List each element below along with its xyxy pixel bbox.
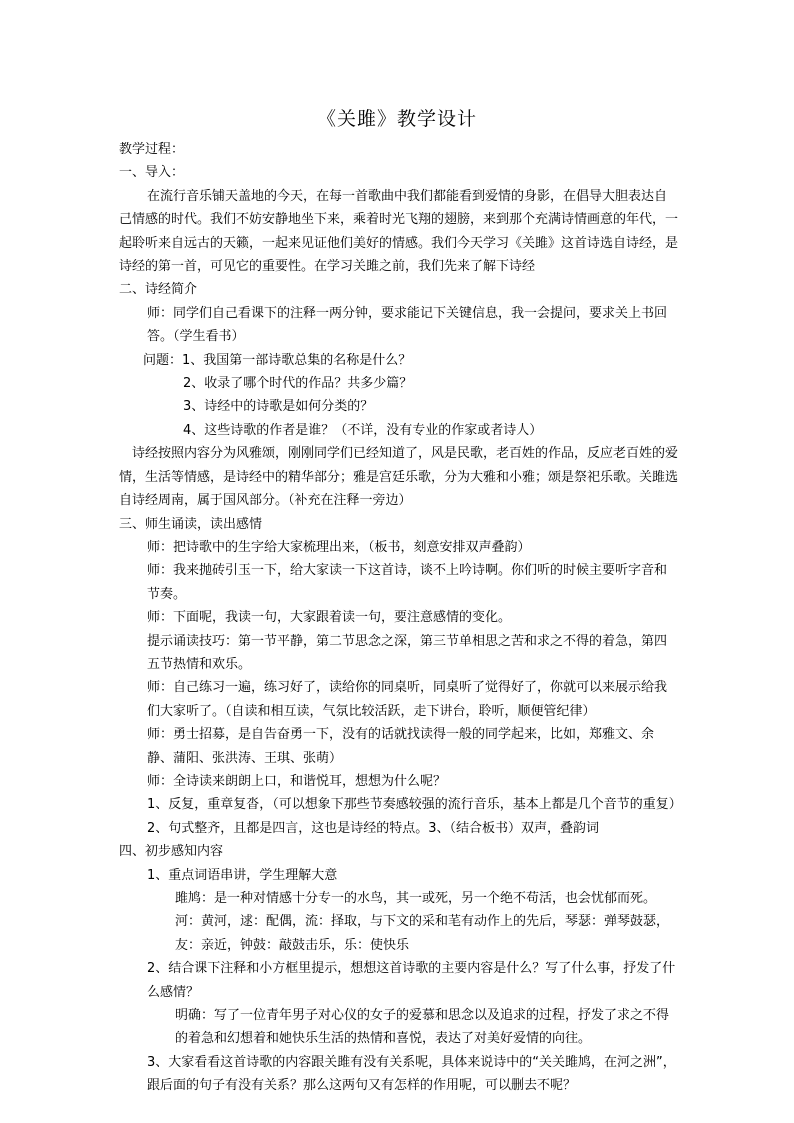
content-item-2-detail: 明确：写了一位青年男子对心仪的女子的爱慕和思念以及追求的过程，抒发了求之不得的着急和幻想着和她快乐生活的热情和喜悦，表达了对美好爱情的向往。 bbox=[175, 1008, 670, 1047]
document-title: 《关雎》教学设计 bbox=[316, 108, 477, 130]
reading-p3: 师：下面呢，我读一句，大家跟着读一句，要注意感情的变化。 bbox=[147, 610, 512, 626]
question-3: 3、诗经中的诗歌是如何分类的？ bbox=[183, 399, 374, 415]
reading-p6: 师：勇士招募，是自告奋勇一下，没有的话就找读得一般的同学起来，比如，郑雅文、余静、蒲阳、张洪涛、王琪、张萌） bbox=[147, 727, 655, 766]
content-item-3: 3、大家看看这首诗歌的内容跟关雎有没有关系呢，具体来说诗中的“关关雎鸠，在河之洲”，跟后面的句子有没有关系？那么这两句又有怎样的作用呢，可以删去不呢？ bbox=[147, 1054, 676, 1094]
content-item-1-detail: 雎鸠：是一种对情感十分专一的水鸟，其一或死，另一个绝不苟活，也会忧郁而死。河：黄河，逑：配偶，流：择取，与下文的采和芼有动作上的先后，琴瑟：弹琴鼓瑟，友：亲近，钟鼓：敲鼓击乐，乐：使快乐 bbox=[175, 891, 670, 953]
reading-p5: 师：自己练习一遍，练习好了，读给你的同桌听，同桌听了觉得好了，你就可以来展示给我们大家听了。（自读和相互读，气氛比较活跃，走下讲台，聆听，顺便管纪律） bbox=[147, 680, 668, 719]
section-heading-intro: 一、导入： bbox=[119, 165, 185, 181]
section-heading-overview: 二、诗经简介 bbox=[119, 282, 198, 298]
overview-summary: 诗经按照内容分为风雅颂，刚刚同学们已经知道了，风是民歌，老百姓的作品，反应老百姓的爱情，生活等情感，是诗经中的精华部分；雅是宫廷乐歌，分为大雅和小雅；颂是祭祀乐歌。关雎选自诗经周南，属于国风部分。（补充在注释一旁边） bbox=[119, 446, 679, 509]
overview-teacher-paragraph: 师：同学们自己看课下的注释一两分钟，要求能记下关键信息，我一会提问，要求关上书回答。（学生看书） bbox=[147, 305, 668, 345]
section-heading-content: 四、初步感知内容 bbox=[119, 844, 224, 860]
question-2: 2、收录了哪个时代的作品？共多少篇？ bbox=[183, 376, 413, 392]
reading-p1: 师：把诗歌中的生字给大家梳理出来，（板书，刻意安排双声叠韵） bbox=[147, 539, 531, 555]
reading-p4: 提示诵读技巧：第一节平静，第二节思念之深，第三节单相思之苦和求之不得的着急，第四五节热情和欢乐。 bbox=[147, 633, 668, 672]
intro-paragraph: 在流行音乐铺天盖地的今天，在每一首歌曲中我们都能看到爱情的身影，在倡导大胆表达自己情感的时代。我们不妨安静地坐下来，乘着时光飞翔的翅膀，来到那个充满诗情画意的年代，一起聆听来自远古的天籁，一起来见证他们美好的情感。我们今天学习《关雎》这首诗选自诗经，是诗经的第一首，可见它的重要性。在学习关雎之前，我们先来了解下诗经 bbox=[119, 188, 679, 275]
content-item-1: 1、重点词语串讲，学生理解大意 bbox=[147, 867, 338, 883]
content-item-2: 2、结合课下注释和小方框里提示，想想这首诗歌的主要内容是什么？写了什么事，抒发了什么感情？ bbox=[147, 961, 676, 1000]
reading-p8: 1、反复，重章复沓，（可以想象下那些节奏感较强的流行音乐，基本上都是几个音节的重复）2、句式整齐，且都是四言，这也是诗经的特点。3、（结合板书）双声，叠韵词 bbox=[147, 797, 676, 836]
process-label: 教学过程： bbox=[119, 142, 185, 157]
reading-p7: 师：全诗读来朗朗上口，和谐悦耳，想想为什么呢？ bbox=[147, 773, 447, 789]
question-4: 4、这些诗歌的作者是谁？（不详，没有专业的作家或者诗人） bbox=[183, 422, 543, 438]
document-body bbox=[119, 138, 679, 1098]
section-heading-reading: 三、师生诵读，读出感情 bbox=[119, 516, 263, 532]
question-label: 问题： bbox=[143, 352, 183, 368]
question-1: 问题：1、我国第一部诗歌总集的名称是什么？ bbox=[143, 352, 412, 368]
reading-p2: 师：我来抛砖引玉一下，给大家读一下这首诗，谈不上吟诗啊。你们听的时候主要听字音和节奏。 bbox=[147, 563, 668, 602]
